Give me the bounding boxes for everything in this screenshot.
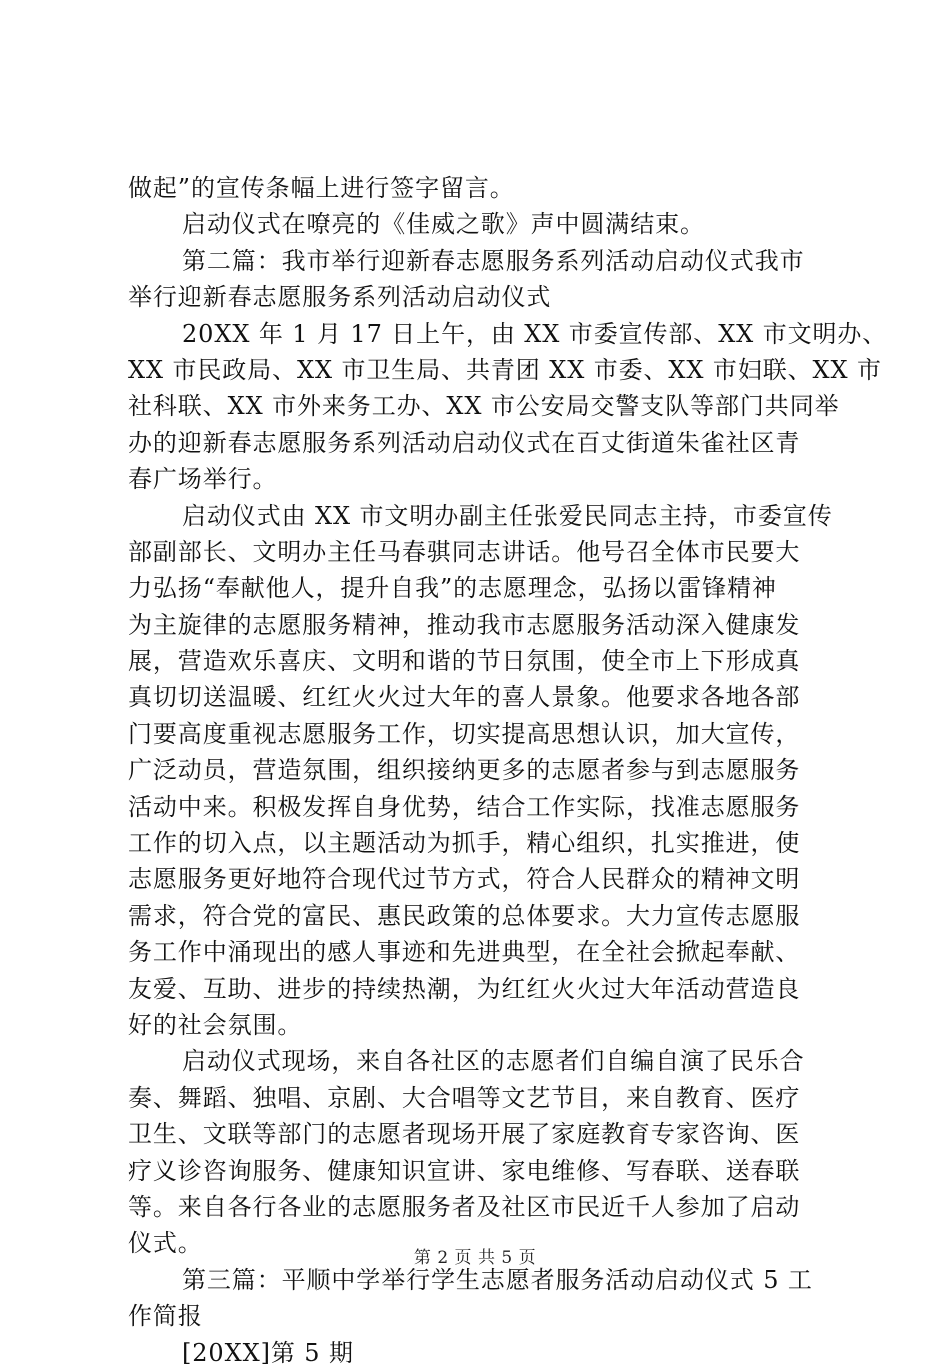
text-line: 办的迎新春志愿服务系列活动启动仪式在百丈街道朱雀社区青 <box>128 428 801 457</box>
text-line: 力弘扬“奉献他人，提升自我”的志愿理念，弘扬以雷锋精神 <box>128 574 777 603</box>
text-line: 展，营造欢乐喜庆、文明和谐的节日氛围，使全市上下形成真 <box>128 647 801 676</box>
text-line: 卫生、文联等部门的志愿者现场开展了家庭教育专家咨询、医 <box>128 1120 801 1149</box>
text-line: 友爱、互助、进步的持续热潮，为红红火火过大年活动营造良 <box>128 974 801 1003</box>
text-line: 第二篇：我市举行迎新春志愿服务系列活动启动仪式我市 <box>182 246 805 275</box>
text-line: 奏、舞蹈、独唱、京剧、大合唱等文艺节目，来自教育、医疗 <box>128 1083 801 1112</box>
text-line: 志愿服务更好地符合现代过节方式，符合人民群众的精神文明 <box>128 865 801 894</box>
text-line: 工作的切入点，以主题活动为抓手，精心组织，扎实推进，使 <box>128 829 801 858</box>
text-line: 需求，符合党的富民、惠民政策的总体要求。大力宣传志愿服 <box>128 901 801 930</box>
text-line: 做起”的宣传条幅上进行签字留言。 <box>128 174 515 202</box>
text-line: 广泛动员，营造氛围，组织接纳更多的志愿者参与到志愿服务 <box>128 756 801 785</box>
text-line: 举行迎新春志愿服务系列活动启动仪式 <box>128 283 552 312</box>
text-line: 社科联、XX 市外来务工办、XX 市公安局交警支队等部门共同举 <box>128 392 840 421</box>
text-line: 门要高度重视志愿服务工作，切实提高思想认识，加大宣传， <box>128 719 801 748</box>
text-line: 务工作中涌现出的感人事迹和先进典型，在全社会掀起奉献、 <box>128 938 801 967</box>
text-line: 20XX 年 1 月 17 日上午，由 XX 市委宣传部、XX 市文明办、 <box>182 319 888 348</box>
text-line: 作简报 <box>128 1302 203 1331</box>
text-line: 第三篇：平顺中学举行学生志愿者服务活动启动仪式 5 工 <box>182 1265 813 1294</box>
text-line: 启动仪式现场，来自各社区的志愿者们自编自演了民乐合 <box>182 1047 805 1076</box>
text-line: XX 市民政局、XX 市卫生局、共青团 XX 市委、XX 市妇联、XX 市 <box>128 355 882 384</box>
text-line: [20XX]第 5 期 <box>182 1338 354 1367</box>
text-line: 活动中来。积极发挥自身优势，结合工作实际，找准志愿服务 <box>128 792 801 821</box>
text-line: 启动仪式在嘹亮的《佳威之歌》声中圆满结束。 <box>182 210 705 239</box>
document-body <box>128 170 888 1371</box>
text-line: 好的社会氛围。 <box>128 1010 303 1039</box>
text-line: 等。来自各行各业的志愿服务者及社区市民近千人参加了启动 <box>128 1192 801 1221</box>
page-footer: 第 2 页 共 5 页 <box>413 1248 537 1268</box>
text-line: 仪式。 <box>128 1229 203 1258</box>
text-line: 部副部长、文明办主任马春骐同志讲话。他号召全体市民要大 <box>128 537 801 566</box>
text-line: 春广场举行。 <box>128 465 278 494</box>
text-line: 为主旋律的志愿服务精神，推动我市志愿服务活动深入健康发 <box>128 610 801 639</box>
text-line: 疗义诊咨询服务、健康知识宣讲、家电维修、写春联、送春联 <box>128 1156 801 1185</box>
text-line: 真切切送温暖、红红火火过大年的喜人景象。他要求各地各部 <box>128 683 801 712</box>
text-line: 启动仪式由 XX 市文明办副主任张爱民同志主持，市委宣传 <box>182 501 833 530</box>
